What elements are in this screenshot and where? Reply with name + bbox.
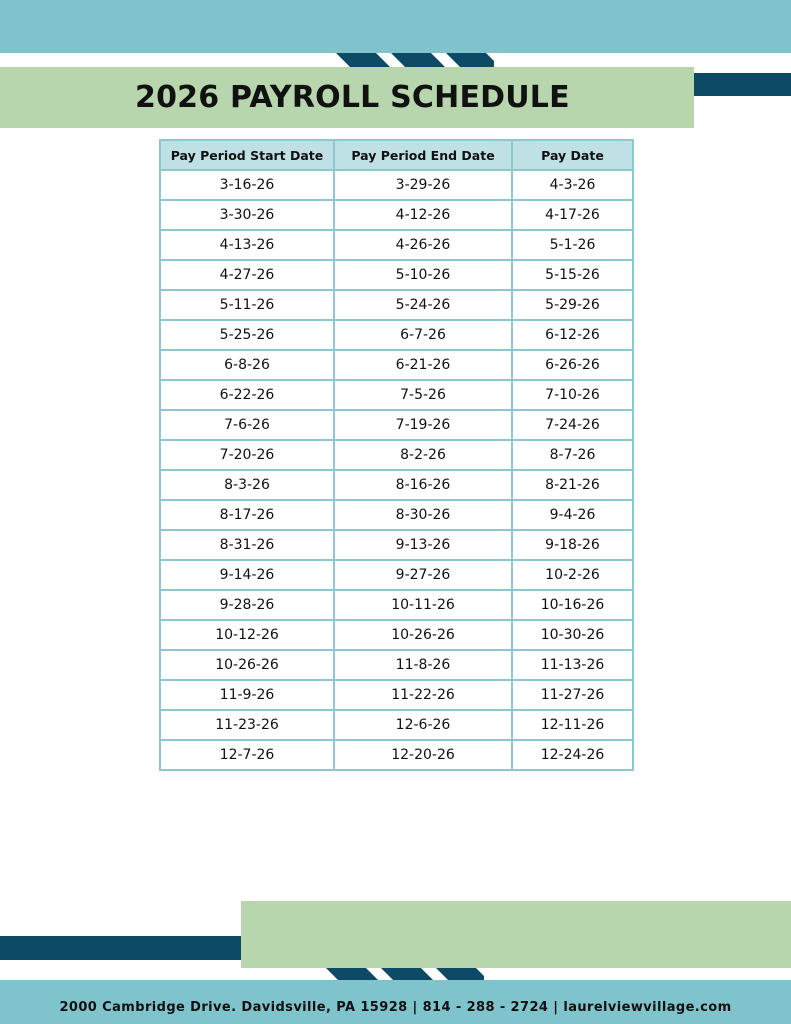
table-row [160,230,633,260]
end-date-cell: 8-2-26 [334,440,512,470]
table-row [160,530,633,560]
top-navy-bar [694,73,791,96]
table-row [160,650,633,680]
table-row [160,290,633,320]
end-date-cell: 4-12-26 [334,200,512,230]
end-date-cell: 10-11-26 [334,590,512,620]
end-date-cell: 12-6-26 [334,710,512,740]
table-row [160,260,633,290]
end-date-cell: 10-26-26 [334,620,512,650]
start-date-cell: 8-3-26 [160,470,334,500]
start-date-cell: 5-11-26 [160,290,334,320]
pay-date-cell: 8-21-26 [512,470,633,500]
table-row [160,710,633,740]
pay-date-cell: 11-13-26 [512,650,633,680]
start-date-cell: 3-16-26 [160,170,334,200]
start-date-cell: 4-27-26 [160,260,334,290]
bottom-navy-bar [0,936,241,960]
table-row [160,560,633,590]
start-date-cell: 10-26-26 [160,650,334,680]
pay-date-cell: 6-26-26 [512,350,633,380]
end-date-cell: 11-22-26 [334,680,512,710]
start-date-cell: 7-6-26 [160,410,334,440]
column-header-start-date: Pay Period Start Date [160,140,334,170]
top-teal-band [0,0,791,53]
column-header-end-date: Pay Period End Date [334,140,512,170]
pay-date-cell: 9-4-26 [512,500,633,530]
pay-date-cell: 12-24-26 [512,740,633,770]
table-row [160,350,633,380]
pay-date-cell: 10-2-26 [512,560,633,590]
end-date-cell: 12-20-26 [334,740,512,770]
pay-date-cell: 10-16-26 [512,590,633,620]
pay-date-cell: 5-29-26 [512,290,633,320]
title-band [0,67,694,128]
pay-date-cell: 4-3-26 [512,170,633,200]
start-date-cell: 4-13-26 [160,230,334,260]
pay-date-cell: 4-17-26 [512,200,633,230]
end-date-cell: 3-29-26 [334,170,512,200]
end-date-cell: 7-19-26 [334,410,512,440]
end-date-cell: 6-21-26 [334,350,512,380]
table-row [160,410,633,440]
payroll-schedule-table [159,139,634,771]
pay-date-cell: 6-12-26 [512,320,633,350]
table-row [160,200,633,230]
pay-date-cell: 8-7-26 [512,440,633,470]
table-row [160,470,633,500]
pay-date-cell: 5-1-26 [512,230,633,260]
start-date-cell: 9-14-26 [160,560,334,590]
pay-date-cell: 7-10-26 [512,380,633,410]
end-date-cell: 8-16-26 [334,470,512,500]
end-date-cell: 4-26-26 [334,230,512,260]
end-date-cell: 6-7-26 [334,320,512,350]
start-date-cell: 11-9-26 [160,680,334,710]
table-row [160,440,633,470]
end-date-cell: 11-8-26 [334,650,512,680]
end-date-cell: 9-27-26 [334,560,512,590]
start-date-cell: 6-8-26 [160,350,334,380]
start-date-cell: 3-30-26 [160,200,334,230]
pay-date-cell: 7-24-26 [512,410,633,440]
column-header-pay-date: Pay Date [512,140,633,170]
table-row [160,740,633,770]
start-date-cell: 9-28-26 [160,590,334,620]
table-row [160,500,633,530]
table-row [160,170,633,200]
end-date-cell: 5-10-26 [334,260,512,290]
pay-date-cell: 11-27-26 [512,680,633,710]
table-row [160,320,633,350]
end-date-cell: 7-5-26 [334,380,512,410]
end-date-cell: 8-30-26 [334,500,512,530]
table-body [160,170,633,770]
pay-date-cell: 12-11-26 [512,710,633,740]
table-row [160,620,633,650]
start-date-cell: 8-31-26 [160,530,334,560]
start-date-cell: 7-20-26 [160,440,334,470]
footer-contact-info: 2000 Cambridge Drive. Davidsville, PA 15928 | 814 - 288 - 2724 | laurelviewvillage.com [59,1000,732,1015]
start-date-cell: 11-23-26 [160,710,334,740]
bottom-green-box [241,901,791,968]
start-date-cell: 8-17-26 [160,500,334,530]
pay-date-cell: 9-18-26 [512,530,633,560]
start-date-cell: 6-22-26 [160,380,334,410]
pay-date-cell: 10-30-26 [512,620,633,650]
table-row [160,380,633,410]
start-date-cell: 12-7-26 [160,740,334,770]
page-title: 2026 PAYROLL SCHEDULE [135,80,570,115]
end-date-cell: 9-13-26 [334,530,512,560]
start-date-cell: 10-12-26 [160,620,334,650]
table-row [160,680,633,710]
table-header-row [160,140,633,170]
start-date-cell: 5-25-26 [160,320,334,350]
table-row [160,590,633,620]
end-date-cell: 5-24-26 [334,290,512,320]
pay-date-cell: 5-15-26 [512,260,633,290]
top-diagonal-stripes [336,53,494,67]
